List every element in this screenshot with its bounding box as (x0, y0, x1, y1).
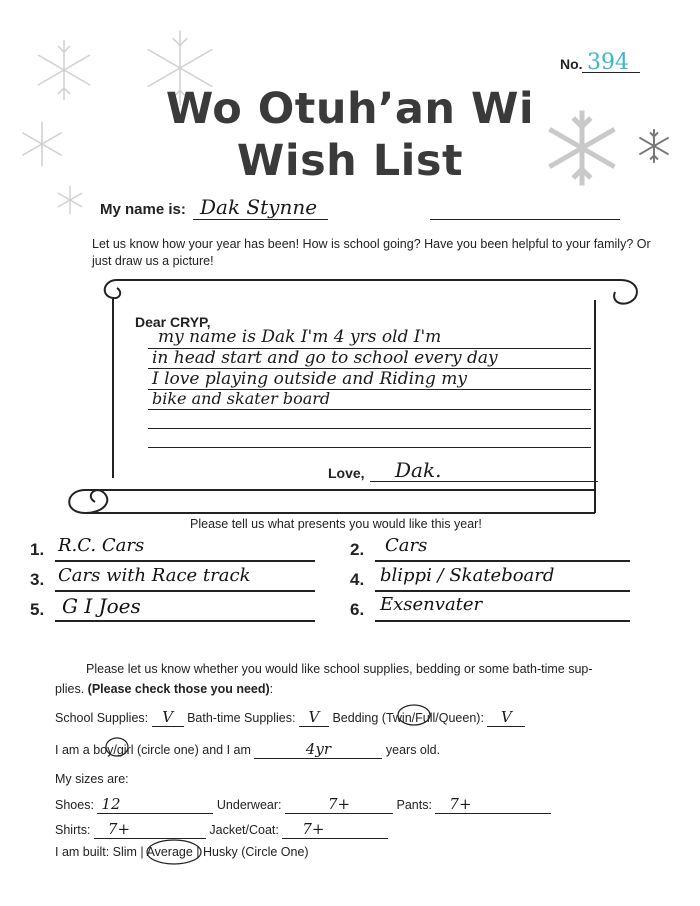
build-text: I am built: Slim | Average | Husky (Circle One) (55, 845, 309, 859)
wish-item: R.C. Cars (58, 535, 145, 556)
number-label: No. (560, 56, 583, 72)
wish-item: Cars with Race track (58, 565, 251, 586)
wish-item: blippi / Skateboard (380, 565, 555, 586)
shirts-label: Shirts: (55, 823, 91, 837)
wish-line (55, 560, 315, 562)
letter-text-line: in head start and go to school every day (152, 348, 498, 368)
age-field[interactable] (254, 740, 382, 759)
wish-number: 2. (350, 540, 365, 559)
jacket-label: Jacket/Coat: (209, 823, 279, 837)
sizes-heading: My sizes are: (55, 772, 129, 786)
supplies-row (55, 708, 525, 727)
sizes-row-2 (55, 820, 388, 839)
letter-line (148, 409, 591, 410)
letter-text-line: bike and skater board (152, 389, 331, 408)
wish-line (375, 590, 630, 592)
number-underline (582, 72, 640, 73)
boy-circle (104, 736, 130, 758)
bath-supplies-check[interactable] (299, 708, 329, 727)
supplies-prompt-a: plies. (55, 682, 88, 696)
number-value: 394 (587, 50, 630, 75)
supplies-prompt-line-1: Please let us know whether you would like school supplies, bedding or some bath-time sup- (86, 662, 593, 676)
shoes-field[interactable] (97, 795, 213, 814)
closing-value: Dak. (395, 458, 442, 482)
underwear-field[interactable] (285, 795, 393, 814)
wish-item: Exsenvater (380, 594, 483, 615)
wish-item: G I Joes (62, 594, 141, 618)
shirts-value: 7+ (107, 820, 131, 838)
shoes-value: 12 (101, 795, 121, 813)
underwear-value: 7+ (327, 795, 351, 813)
intro-line-1: Let us know how your year has been! How is school going? Have you been helpful to your family? Or (92, 237, 651, 251)
jacket-field[interactable] (282, 820, 388, 839)
shoes-label: Shoes: (55, 798, 94, 812)
closing-underline (370, 481, 598, 482)
presents-prompt: Please tell us what presents you would like this year! (190, 517, 482, 531)
wish-line (375, 560, 630, 562)
letter-salutation: Dear CRYP, (135, 314, 211, 330)
extra-underline (430, 219, 620, 220)
wish-number: 4. (350, 570, 365, 589)
supplies-prompt-b: (Please check those you need) (87, 682, 270, 696)
bath-supplies-value: V (308, 708, 320, 726)
twin-circle (396, 703, 432, 727)
letter-text-line: my name is Dak I'm 4 yrs old I'm (158, 327, 442, 347)
pants-label: Pants: (396, 798, 432, 812)
name-value: Dak Stynne (200, 195, 318, 219)
average-circle (145, 838, 203, 866)
letter-line (148, 428, 591, 429)
letter-line (148, 447, 591, 448)
shirts-field[interactable] (94, 820, 206, 839)
closing-label: Love, (328, 465, 365, 481)
wish-line (55, 590, 315, 592)
supplies-prompt-c: : (269, 682, 274, 696)
wish-number: 3. (30, 570, 45, 589)
pants-value: 7+ (449, 795, 472, 813)
name-label: My name is: (100, 201, 186, 218)
sizes-row-1 (55, 795, 551, 814)
bath-supplies-label: Bath-time Supplies: (187, 711, 296, 725)
intro-line-2: just draw us a picture! (92, 254, 214, 268)
snowflake-icon (55, 185, 85, 215)
wish-item: Cars (385, 535, 428, 556)
wish-number: 6. (350, 600, 365, 619)
wish-line (55, 620, 315, 622)
bedding-check[interactable] (487, 708, 525, 727)
age-value: 4yr (305, 740, 331, 758)
page-title: Wo Otuh’an Wi (165, 84, 535, 134)
bedding-value: V (500, 708, 512, 726)
bedding-label: Bedding (Twin/Full/Queen): (332, 711, 484, 725)
years-old-text: years old. (385, 743, 441, 757)
underwear-label: Underwear: (216, 798, 282, 812)
page-subtitle: Wish List (236, 136, 464, 186)
school-supplies-check[interactable] (152, 708, 184, 727)
jacket-value: 7+ (302, 820, 325, 838)
wish-line (375, 620, 630, 622)
supplies-prompt-line-2 (55, 682, 273, 696)
wish-number: 1. (30, 540, 45, 559)
name-underline (193, 219, 328, 220)
school-supplies-value: V (162, 708, 174, 726)
school-supplies-label: School Supplies: (55, 711, 149, 725)
pants-field[interactable] (435, 795, 551, 814)
letter-text-line: I love playing outside and Riding my (152, 369, 467, 389)
wish-number: 5. (30, 600, 45, 619)
gender-age-text: I am a boy/girl (circle one) and I am (55, 743, 251, 757)
